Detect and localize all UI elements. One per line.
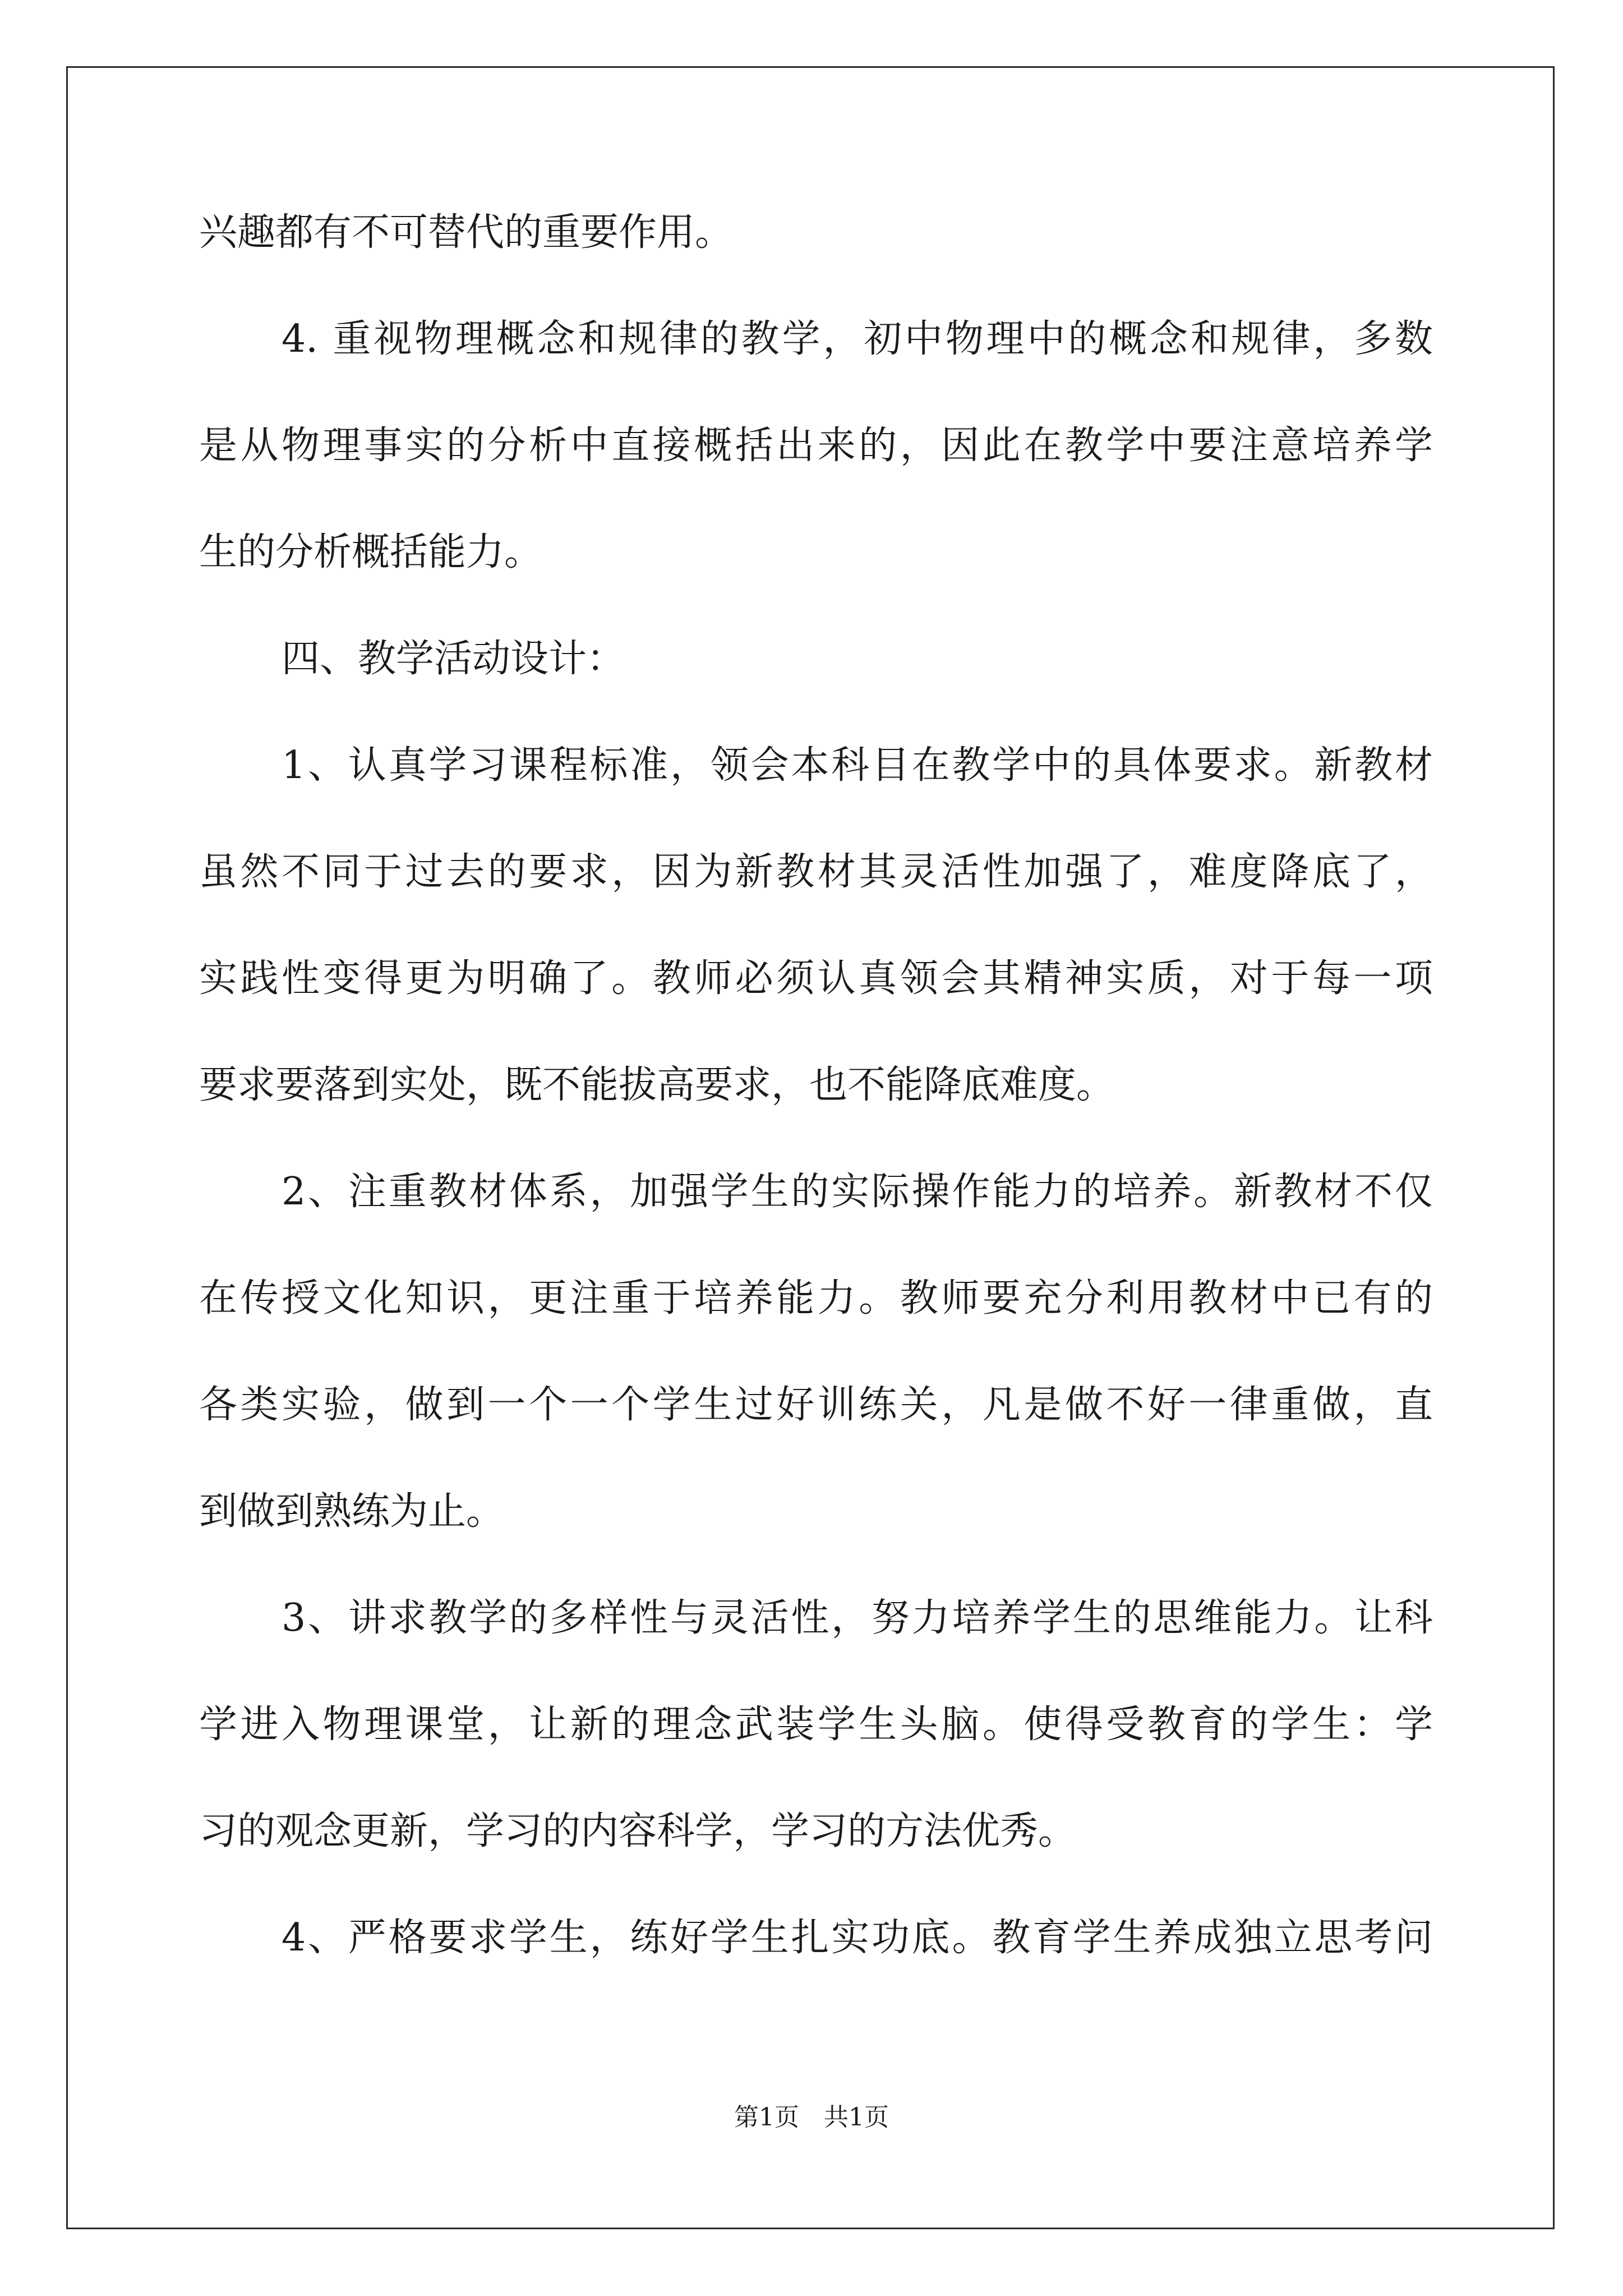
- text-line: 实践性变得更为明确了。教师必须认真领会其精神实质，对于每一项: [199, 956, 1433, 1001]
- paragraph-first-line: 1、认真学习课程标准，领会本科目在教学中的具体要求。新教材: [282, 743, 1433, 788]
- text-line: 要求要落到实处，既不能拔高要求，也不能降底难度。: [199, 1063, 1115, 1107]
- text-line: 兴趣都有不可替代的重要作用。: [199, 210, 734, 255]
- text-line: 虽然不同于过去的要求，因为新教材其灵活性加强了，难度降底了，: [199, 850, 1433, 894]
- page-number-footer: 第1页 共1页: [734, 2103, 889, 2132]
- paragraph-first-line: 3、讲求教学的多样性与灵活性，努力培养学生的思维能力。让科: [282, 1596, 1433, 1640]
- text-line: 是从物理事实的分析中直接概括出来的，因此在教学中要注意培养学: [199, 424, 1433, 468]
- paragraph-first-line: 4. 重视物理概念和规律的教学，初中物理中的概念和规律，多数: [282, 317, 1433, 361]
- text-line: 在传授文化知识，更注重于培养能力。教师要充分利用教材中已有的: [199, 1276, 1433, 1320]
- page-border: [66, 66, 1555, 2229]
- paragraph-first-line: 2、注重教材体系，加强学生的实际操作能力的培养。新教材不仅: [282, 1170, 1433, 1214]
- paragraph-first-line: 4、严格要求学生，练好学生扎实功底。教育学生养成独立思考问: [282, 1916, 1433, 1960]
- text-line: 习的观念更新，学习的内容科学，学习的方法优秀。: [199, 1809, 1077, 1853]
- text-line: 生的分析概括能力。: [199, 530, 543, 574]
- text-line: 学进入物理课堂，让新的理念武装学生头脑。使得受教育的学生：学: [199, 1703, 1433, 1747]
- text-line: 各类实验，做到一个一个学生过好训练关，凡是做不好一律重做，直: [199, 1383, 1433, 1427]
- text-line: 到做到熟练为止。: [199, 1489, 505, 1534]
- section-heading: 四、教学活动设计：: [282, 637, 625, 681]
